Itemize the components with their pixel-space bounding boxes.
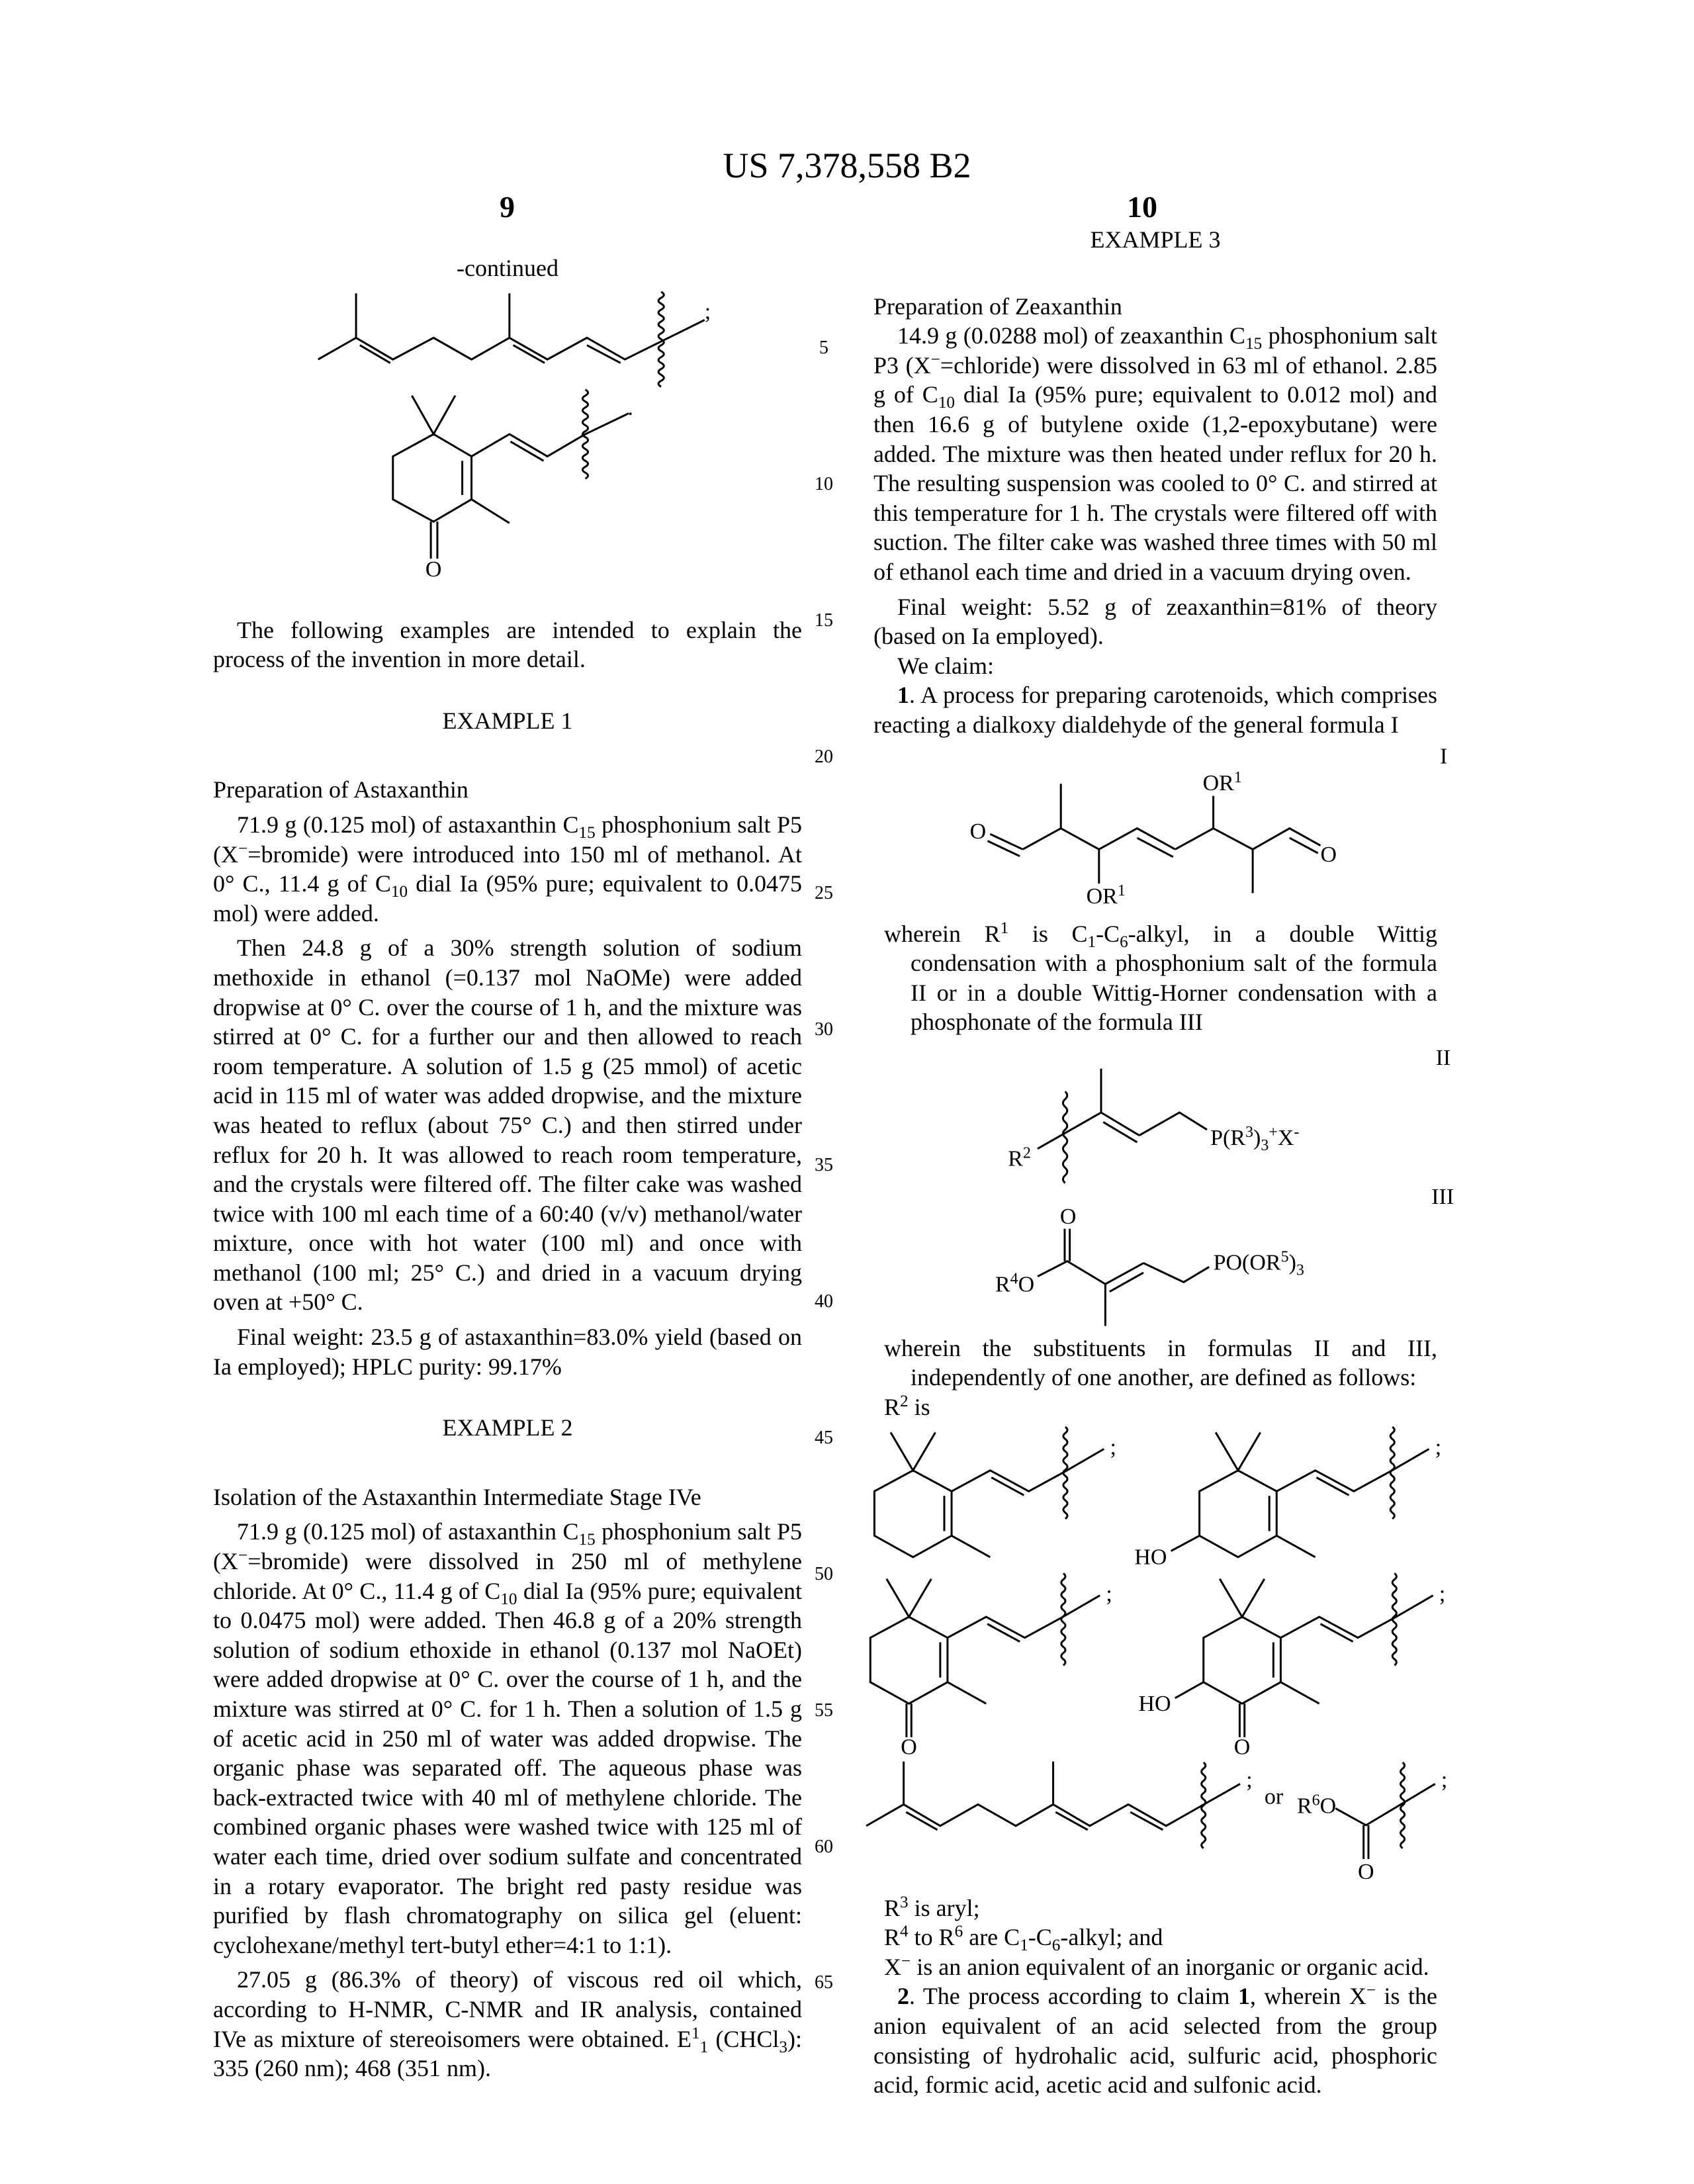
example3-paragraph-1: 14.9 g (0.0288 mol) of zeaxanthin C15 phosphonium salt P3 (X−=chloride) were dissolved in 63 ml of ethanol. 2.85 g of C10 dial Ia (95% pure; equivalent to 0.012 mol) and then 16.6 g of butylene oxide (1,2-epoxybutane) were added. The mixture was then heated under reflux for 20 h. The resulting suspension was cooled to 0° C. and stirred at this temperature for 1 h. The crystals were filtered off with suction. The filter cake was washed three times with 50 ml of ethanol each time and dried in a vacuum drying oven. bbox=[873, 321, 1437, 586]
r2-option-keto bbox=[870, 1573, 1112, 1759]
r3-definition: R3 is aryl; bbox=[873, 1893, 1437, 1923]
line-number: 25 bbox=[814, 883, 834, 904]
x-definition: X− is an anion equivalent of an inorganic or organic acid. bbox=[873, 1952, 1437, 1982]
semicolon: ; bbox=[1439, 1582, 1445, 1606]
r2-label: R2 bbox=[1008, 1145, 1031, 1171]
formula-II bbox=[1008, 1046, 1450, 1183]
r2-option-ester bbox=[1297, 1762, 1447, 1884]
left-structures bbox=[213, 283, 802, 584]
wavy-bond-icon bbox=[1202, 1762, 1206, 1848]
line-number: 35 bbox=[814, 1155, 834, 1176]
geranyl-chain-structure bbox=[318, 292, 711, 387]
line-number: 5 bbox=[814, 338, 834, 359]
oxygen-label: O bbox=[901, 1735, 917, 1759]
line-number: 60 bbox=[814, 1837, 834, 1858]
line-number: 20 bbox=[814, 747, 834, 768]
formula-III bbox=[995, 1185, 1454, 1326]
claim-2: 2. The process according to claim 1, wherein X− is the anion equivalent of an acid selected from the group consisting of hydrohalic acid, sulfuric acid, phosphoric acid, formic acid, acetic acid and sulfonic acid. bbox=[873, 1981, 1437, 2099]
patent-number: US 7,378,558 B2 bbox=[0, 146, 1694, 185]
wavy-bond-icon bbox=[1392, 1573, 1396, 1665]
r2-option-geranyl-chain bbox=[866, 1761, 1284, 1848]
line-number: 50 bbox=[814, 1564, 834, 1585]
oxygen-label: O bbox=[970, 819, 987, 844]
formulas-II-III bbox=[873, 1042, 1437, 1334]
formula-I-label: I bbox=[1440, 744, 1447, 768]
semicolon: ; bbox=[1110, 1435, 1116, 1459]
oxygen-label: O bbox=[1060, 1205, 1077, 1229]
line-number: 40 bbox=[814, 1291, 834, 1312]
formula-II-label: II bbox=[1436, 1046, 1451, 1070]
r6o-label: R6O bbox=[1297, 1792, 1336, 1818]
example1-heading: EXAMPLE 1 bbox=[213, 706, 802, 736]
wavy-bond-icon bbox=[1061, 1573, 1065, 1665]
formula-I bbox=[873, 744, 1437, 919]
wavy-bond-icon bbox=[658, 292, 664, 387]
line-number: 45 bbox=[814, 1428, 834, 1449]
line-number: 55 bbox=[814, 1700, 834, 1721]
semicolon: ; bbox=[1435, 1435, 1441, 1459]
example1-paragraph-1: 71.9 g (0.125 mol) of astaxanthin C15 phosphonium salt P5 (X−=bromide) were introduced into 150 ml of methanol. At 0° C., 11.4 g of C10 dial Ia (95% pure; equivalent to 0.0475 mol) were added. bbox=[213, 810, 802, 928]
right-column bbox=[873, 225, 1437, 2100]
phosphonium-label: P(R3)3+X- bbox=[1210, 1124, 1299, 1154]
intro-paragraph: The following examples are intended to explain the process of the invention in more detail. bbox=[213, 615, 802, 674]
claim-1-intro: 1. A process for preparing carotenoids, which comprises reacting a dialkoxy dialdehyde of the general formula I bbox=[873, 680, 1437, 739]
or1-label: OR1 bbox=[1203, 769, 1242, 796]
oxygen-label: O bbox=[1234, 1735, 1251, 1759]
hydroxy-label: HO bbox=[1139, 1691, 1171, 1715]
r2-option-beta-ionone bbox=[874, 1427, 1116, 1557]
formula-III-label: III bbox=[1431, 1185, 1454, 1209]
semicolon: ; bbox=[1441, 1768, 1447, 1792]
claim-1-substituents: wherein the substituents in formulas II and III, independently of one another, are defined as follows: bbox=[873, 1334, 1437, 1392]
r2-option-hydroxy-keto bbox=[1139, 1573, 1446, 1759]
semicolon: ; bbox=[705, 299, 711, 324]
r2-definition: R2 is bbox=[873, 1392, 1437, 1422]
wavy-bond-icon bbox=[1390, 1427, 1394, 1519]
line-number: 65 bbox=[814, 1972, 834, 1993]
line-number: 10 bbox=[814, 474, 834, 495]
or1-label: OR1 bbox=[1087, 882, 1126, 909]
example3-heading: EXAMPLE 3 bbox=[873, 225, 1437, 255]
example3-subheading: Preparation of Zeaxanthin bbox=[873, 292, 1437, 322]
example2-paragraph-2: 27.05 g (86.3% of theory) of viscous red oil which, according to H-NMR, C-NMR and IR analysis, contained IVe as mixture of stereoisomers were obtained. E11 (CHCl3): 335 (260 nm); 468 (351 nm). bbox=[213, 1965, 802, 2083]
oxygen-label: O bbox=[1358, 1860, 1374, 1884]
semicolon: ; bbox=[1246, 1768, 1252, 1792]
line-number: 15 bbox=[814, 610, 834, 631]
hydroxy-label: HO bbox=[1134, 1545, 1167, 1569]
r2-option-hydroxy bbox=[1134, 1427, 1441, 1569]
example2-paragraph-1: 71.9 g (0.125 mol) of astaxanthin C15 phosphonium salt P5 (X−=bromide) were dissolved in 250 ml of methylene chloride. At 0° C., 11.4 g of C10 dial Ia (95% pure; equivalent to 0.0475 mol) were added. Then 46.8 g of a 20% strength solution of sodium ethoxide in ethanol (0.137 mol NaOEt) were added dropwise at 0° C. over the course of 1 h, and the mixture was stirred at 0° C. for 1 h. Then a solution of 1.5 g of acetic acid in 250 ml of water was added dropwise. The organic phase was separated off. The aqueous phase was back-extracted twice with 40 ml of methylene chloride. The combined organic phases were washed twice with 125 ml of water each time, dried over sodium sulfate and concentrated in a rotary evaporator. The bright red pasty residue was purified by flash chromatography on silica gel (eluent: cyclohexane/methyl tert-butyl ether=4:1 to 1:1). bbox=[213, 1517, 802, 1960]
r4-r6-definition: R4 to R6 are C1-C6-alkyl; and bbox=[873, 1923, 1437, 1952]
example3-paragraph-2: Final weight: 5.52 g of zeaxanthin=81% of theory (based on Ia employed). bbox=[873, 592, 1437, 651]
phosphonate-label: PO(OR5)3 bbox=[1214, 1248, 1304, 1279]
r2-options bbox=[860, 1422, 1443, 1886]
oxygen-label: O bbox=[425, 557, 442, 582]
or-label: or bbox=[1265, 1784, 1284, 1809]
example1-paragraph-2: Then 24.8 g of a 30% strength solution of sodium methoxide in ethanol (=0.137 mol NaOMe) were added dropwise at 0° C. over the course of 1 h, and the mixture was stirred at 0° C. for a further our and then allowed to reach room temperature. A solution of 1.5 g (25 mmol) of acetic acid in 115 ml of water was added dropwise, and the mixture was heated to reflux (about 75° C.) and then stirred under reflux for 20 h. It was allowed to reach room temperature, and the crystals were filtered off. The filter cake was washed twice with 100 ml each time of a 60:40 (v/v) methanol/water mixture, once with hot water (100 ml) and once with methanol (100 ml; 25° C.) and dried in a vacuum drying oven at +50° C. bbox=[213, 933, 802, 1317]
oxygen-label: O bbox=[1321, 842, 1337, 866]
example2-heading: EXAMPLE 2 bbox=[213, 1413, 802, 1443]
left-page-number: 9 bbox=[500, 190, 515, 224]
right-page-number: 10 bbox=[1127, 190, 1157, 224]
semicolon: ; bbox=[1106, 1582, 1112, 1606]
example1-subheading: Preparation of Astaxanthin bbox=[213, 775, 802, 805]
keto-ring-structure bbox=[393, 389, 633, 581]
wavy-bond-icon bbox=[1063, 1427, 1067, 1519]
wavy-bond-icon bbox=[1401, 1762, 1405, 1848]
wavy-bond-icon bbox=[1063, 1091, 1067, 1183]
example1-paragraph-3: Final weight: 23.5 g of astaxanthin=83.0% yield (based on Ia employed); HPLC purity: 99.17% bbox=[213, 1322, 802, 1381]
line-number: 30 bbox=[814, 1019, 834, 1040]
left-column bbox=[213, 253, 802, 2083]
example2-subheading: Isolation of the Astaxanthin Intermediate Stage IVe bbox=[213, 1482, 802, 1512]
r4o-label: R4O bbox=[995, 1271, 1034, 1297]
period: . bbox=[627, 395, 633, 420]
claim-1-wherein: wherein R1 is C1-C6-alkyl, in a double Wittig condensation with a phosphonium salt of the formula II or in a double Wittig-Horner condensation with a phosphonate of the formula III bbox=[873, 919, 1437, 1037]
continued-label: -continued bbox=[213, 253, 802, 283]
we-claim: We claim: bbox=[873, 651, 1437, 681]
